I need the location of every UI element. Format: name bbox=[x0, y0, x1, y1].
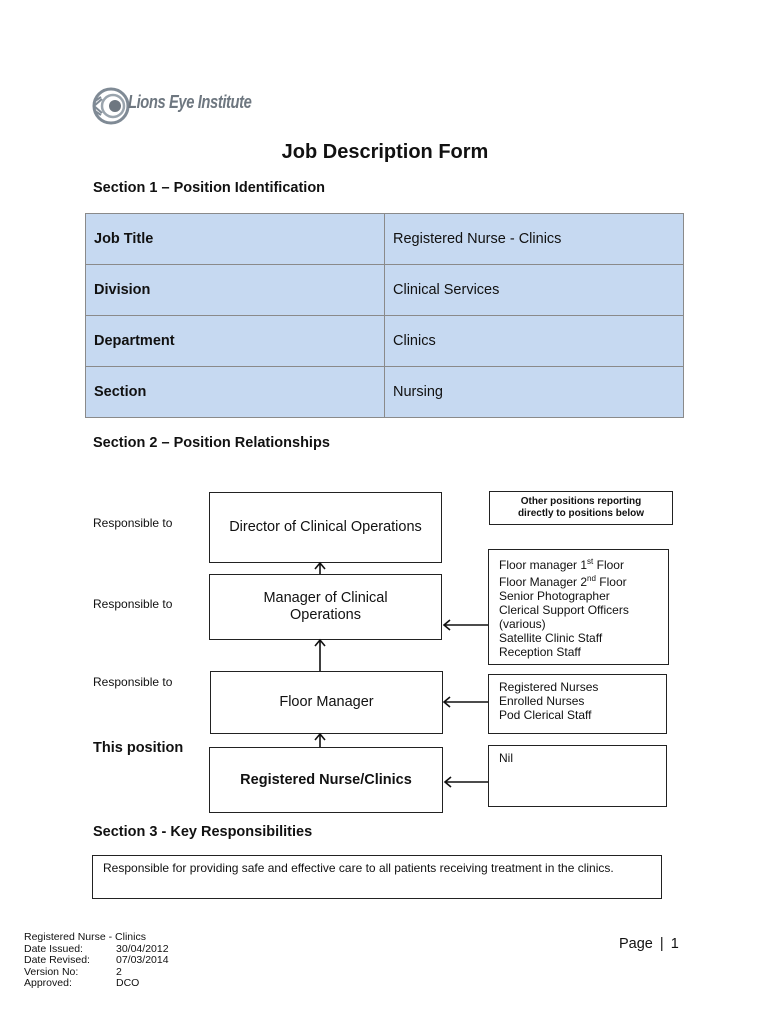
this-position-label: This position bbox=[93, 740, 184, 756]
table-row bbox=[86, 316, 684, 367]
list-item: Nil bbox=[499, 751, 513, 765]
other-positions-header-box bbox=[489, 491, 673, 525]
left-arrow-icon bbox=[444, 697, 488, 707]
footer-value: 2 bbox=[116, 965, 122, 978]
page-number: 1 bbox=[670, 936, 679, 952]
row-value: Clinics bbox=[385, 316, 684, 367]
up-arrow-icon bbox=[315, 734, 325, 747]
section2-heading: Section 2 – Position Relationships bbox=[93, 435, 330, 451]
this-position-box bbox=[209, 747, 443, 813]
list-item: Reception Staff bbox=[499, 645, 581, 659]
footer-label: Date Issued: bbox=[24, 942, 83, 955]
floor-manager-title: Floor Manager bbox=[279, 694, 374, 710]
up-arrow-icon bbox=[315, 563, 325, 574]
section1-heading: Section 1 – Position Identification bbox=[93, 180, 326, 196]
list-item: Floor Manager 2nd Floor bbox=[499, 574, 627, 589]
this-position-title: Registered Nurse/Clinics bbox=[240, 771, 412, 788]
row-value: Registered Nurse - Clinics bbox=[385, 214, 684, 265]
responsible-to-label: Responsible to bbox=[93, 597, 173, 611]
floor-reports-box bbox=[488, 674, 667, 734]
page-indicator bbox=[619, 936, 679, 952]
list-item: Registered Nurses bbox=[499, 680, 599, 694]
director-box bbox=[209, 492, 442, 563]
director-title: Director of Clinical Operations bbox=[229, 519, 422, 535]
table-row bbox=[86, 265, 684, 316]
key-responsibilities-box bbox=[92, 855, 662, 899]
row-label: Job Title bbox=[86, 214, 385, 265]
footer-value: 07/03/2014 bbox=[116, 954, 169, 966]
list-item: Senior Photographer bbox=[499, 589, 610, 603]
row-value: Clinical Services bbox=[385, 265, 684, 316]
page-separator: | bbox=[659, 936, 664, 952]
table-row bbox=[86, 367, 684, 418]
page-label: Page bbox=[619, 936, 653, 952]
this-reports-box bbox=[488, 745, 667, 807]
manager-box bbox=[209, 574, 442, 640]
section3-heading: Section 3 - Key Responsibilities bbox=[93, 824, 313, 840]
footer-value: 30/04/2012 bbox=[116, 942, 169, 955]
position-identification-table bbox=[85, 213, 684, 418]
footer-label: Approved: bbox=[24, 977, 72, 989]
row-label: Department bbox=[86, 316, 385, 367]
row-value: Nursing bbox=[385, 367, 684, 418]
form-title: Job Description Form bbox=[281, 141, 489, 163]
footer-value: DCO bbox=[116, 977, 140, 989]
list-item: (various) bbox=[499, 617, 546, 631]
left-arrow-icon bbox=[445, 777, 488, 787]
footer-label: Version No: bbox=[24, 965, 79, 978]
manager-reports-box bbox=[488, 549, 669, 665]
list-item: Pod Clerical Staff bbox=[499, 708, 592, 722]
list-item: Clerical Support Officers bbox=[499, 603, 629, 617]
list-item: Enrolled Nurses bbox=[499, 694, 585, 708]
manager-title: Manager of Clinical Operations bbox=[263, 590, 388, 623]
list-item: Satellite Clinic Staff bbox=[499, 631, 603, 645]
key-responsibilities-text: Responsible for providing safe and effective care to all patients receiving treatment in the clinics. bbox=[103, 861, 614, 875]
other-positions-header: Other positions reporting directly to positions below bbox=[517, 496, 645, 519]
list-item: Floor manager 1st Floor bbox=[499, 557, 624, 572]
row-label: Section bbox=[86, 367, 385, 418]
left-arrow-icon bbox=[444, 620, 488, 630]
lions-eye-logo-icon bbox=[92, 87, 130, 125]
up-arrow-icon bbox=[315, 640, 325, 671]
responsible-to-label: Responsible to bbox=[93, 516, 173, 530]
footer-doc-name: Registered Nurse - Clinics bbox=[24, 931, 146, 943]
table-row bbox=[86, 214, 684, 265]
footer-info bbox=[24, 932, 169, 990]
logo-text: Lions Eye Institute bbox=[128, 92, 252, 112]
row-label: Division bbox=[86, 265, 385, 316]
floor-manager-box bbox=[210, 671, 443, 734]
responsible-to-label: Responsible to bbox=[93, 675, 173, 689]
footer-label: Date Revised: bbox=[24, 954, 90, 966]
